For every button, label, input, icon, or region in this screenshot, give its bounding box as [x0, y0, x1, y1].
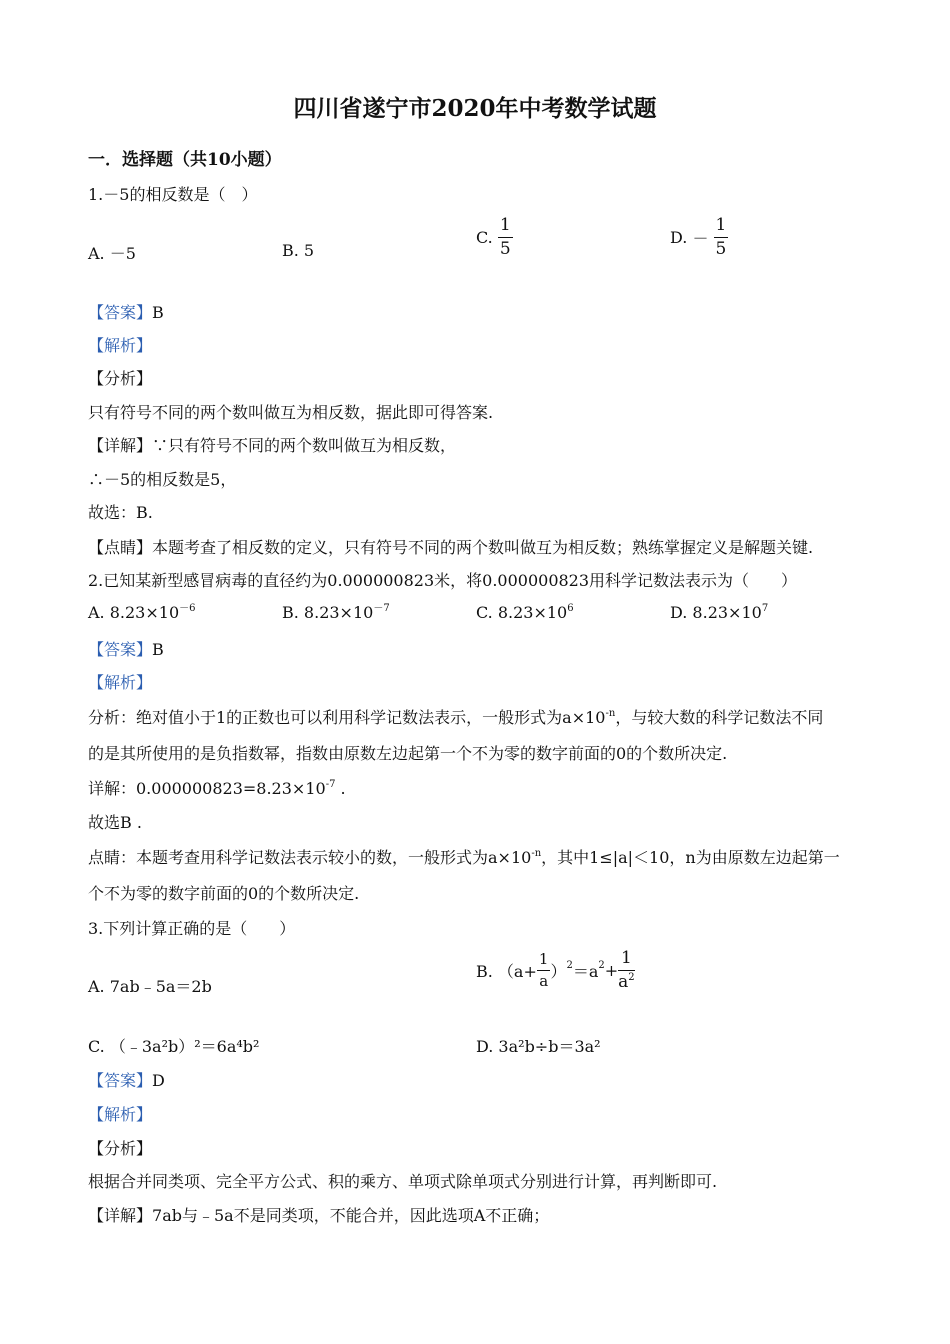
fraction-numerator: 1: [498, 217, 513, 238]
xiangjie-tag: 【详解】: [88, 1206, 153, 1225]
option-text: D. 8.23×10: [670, 603, 762, 622]
dianjing-text-tail: ，其中1≤|a|＜10，n为由原数左边起第一: [541, 848, 840, 867]
q1-option-c: [476, 217, 513, 258]
option-b-fraction-2: [618, 950, 635, 991]
q2-option-a: [88, 603, 196, 622]
q1-option-c-label: C.: [476, 228, 493, 247]
answer-tag: 【答案】: [88, 303, 153, 322]
fraction-denominator: 5: [715, 239, 727, 259]
xiangjie-tag: 【详解】: [88, 436, 153, 455]
q1-option-d-fraction: [714, 217, 729, 258]
option-b-fraction-1: [537, 952, 551, 989]
answer-value: B: [152, 640, 164, 659]
q3-fenxi-tag: 【分析】: [88, 1139, 153, 1158]
q3-fenxi-text: 根据合并同类项、完全平方公式、积的乘方、单项式除单项式分别进行计算，再判断即可.: [88, 1172, 718, 1191]
exponent: 7: [761, 603, 769, 614]
exponent: -n: [605, 708, 616, 719]
q2-dianjing-line2: 个不为零的数字前面的0的个数所决定.: [88, 884, 360, 903]
q1-option-b: B. 5: [282, 241, 315, 260]
option-text-eq: ＝a: [572, 962, 599, 981]
q2-detail: [88, 776, 346, 799]
q1-jiexi-tag: 【解析】: [88, 336, 153, 355]
fraction-numerator: 1: [714, 217, 729, 238]
dianjing-text: 本题考查了相反数的定义，只有符号不同的两个数叫做互为相反数；熟练掌握定义是解题关键.: [152, 538, 814, 557]
exponent: 2: [566, 960, 573, 971]
q3-option-b: [476, 950, 635, 991]
q1-fenxi-text: 只有符号不同的两个数叫做互为相反数，据此即可得答案.: [88, 403, 494, 422]
q3-jiexi-tag: 【解析】: [88, 1105, 153, 1124]
option-text: B. （a+: [476, 962, 537, 981]
q1-fenxi-tag: 【分析】: [88, 369, 153, 388]
q3-option-a: A. 7ab﹣5a＝2b: [88, 977, 212, 996]
fraction-denominator: a: [539, 972, 549, 990]
q2-stem: 2.已知某新型感冒病毒的直径约为0.000000823米，将0.000000823用科学记数法表示为（ ）: [88, 571, 798, 590]
q3-answer: [88, 1068, 165, 1091]
exponent: -7: [325, 779, 336, 790]
q3-option-c: C. （﹣3a²b）²＝6a⁴b²: [88, 1037, 260, 1056]
dianjing-tag: 【点睛】: [88, 538, 153, 557]
exponent: 6: [567, 603, 574, 614]
fraction-numerator: 1: [537, 952, 551, 971]
q1-therefore: ∴－5的相反数是5，: [88, 470, 237, 489]
option-text: B. 8.23×10: [282, 603, 374, 622]
xiangjie-text: 7ab与﹣5a不是同类项，不能合并，因此选项A不正确；: [152, 1206, 550, 1225]
q1-option-d: [670, 217, 728, 258]
detail-text: 详解：0.000000823=8.23×10: [88, 779, 326, 798]
fraction-denominator-base: a: [618, 972, 629, 992]
answer-value: B: [152, 303, 164, 322]
plus-sign: +: [604, 961, 619, 980]
option-text-mid: ）: [550, 962, 567, 981]
fraction-denominator: [618, 971, 635, 991]
q3-xiangjie: [88, 1203, 549, 1226]
q1-dianjing: [88, 535, 813, 558]
exponent: －6: [179, 603, 196, 614]
q2-jiexi-tag: 【解析】: [88, 673, 153, 692]
option-text: C. 8.23×10: [476, 603, 568, 622]
q1-answer: [88, 300, 164, 323]
q2-analysis-line2: 的是其所使用的是负指数幂，指数由原数左边起第一个不为零的数字前面的0的个数所决定.: [88, 744, 728, 763]
dianjing-text: 点睛：本题考查用科学记数法表示较小的数，一般形式为a×10: [88, 848, 532, 867]
analysis-text: 分析：绝对值小于1的正数也可以利用科学记数法表示，一般形式为a×10: [88, 708, 606, 727]
q2-analysis-line1: [88, 705, 823, 728]
q2-option-d: [670, 603, 768, 622]
q3-stem: 3.下列计算正确的是（ ）: [88, 919, 296, 938]
q1-option-c-fraction: [498, 217, 513, 258]
q2-dianjing-line1: [88, 845, 840, 868]
section-heading: 一．选择题（共10小题）: [88, 150, 282, 170]
exponent: 2: [628, 972, 635, 983]
q2-select: 故选B .: [88, 813, 142, 832]
detail-text-tail: .: [335, 779, 346, 798]
xiangjie-text: ∵只有符号不同的两个数叫做互为相反数，: [152, 436, 457, 455]
q1-select: 故选：B.: [88, 503, 153, 522]
q2-option-c: [476, 603, 574, 622]
exponent: －7: [373, 603, 390, 614]
exponent: 2: [598, 960, 605, 971]
answer-tag: 【答案】: [88, 640, 153, 659]
q3-option-d: D. 3a²b÷b＝3a²: [476, 1037, 601, 1056]
page-title: 四川省遂宁市2020年中考数学试题: [293, 95, 657, 122]
q1-xiangjie: [88, 433, 456, 456]
q1-option-d-label: D.: [670, 228, 688, 247]
fraction-numerator: 1: [618, 950, 635, 971]
q1-option-a: A. －5: [88, 244, 136, 263]
q1-stem: 1.－5的相反数是（ ）: [88, 185, 258, 204]
fraction-denominator: 5: [499, 239, 511, 259]
analysis-text-tail: ，与较大数的科学记数法不同: [615, 708, 824, 727]
q2-option-b: [282, 603, 390, 622]
minus-sign: －: [692, 229, 709, 248]
answer-value: D: [152, 1071, 165, 1090]
answer-tag: 【答案】: [88, 1071, 153, 1090]
q2-answer: [88, 637, 164, 660]
exponent: -n: [531, 848, 542, 859]
option-text: A. 8.23×10: [88, 603, 180, 622]
